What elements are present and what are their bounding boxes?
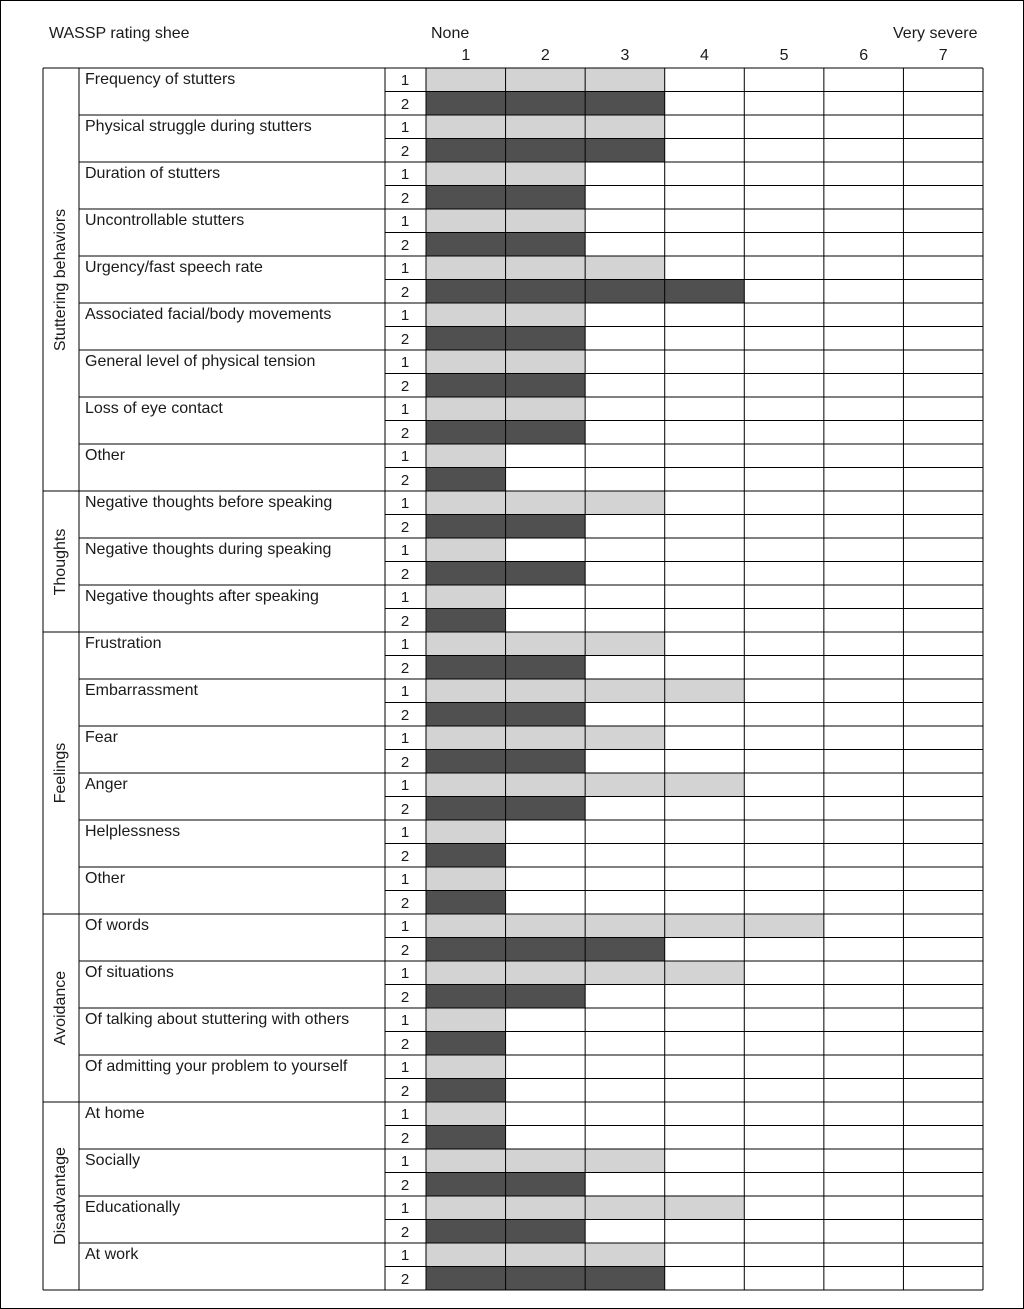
rating-bar-dark [426,844,506,868]
rating-bar-dark [506,797,586,821]
rating-bar-dark [426,1220,506,1244]
rating-bar-light [426,162,506,186]
rating-bar-light [426,350,506,374]
rating-bar-light [426,914,506,938]
rating-row-number: 1 [400,1012,410,1029]
rating-bar-dark [426,468,506,492]
item-label: Negative thoughts before speaking [85,494,333,511]
rating-bar-light [426,961,506,985]
rating-bar-dark [506,233,586,257]
rating-bar-light [426,491,506,515]
rating-row-number: 2 [400,1270,410,1288]
rating-bar-light [585,256,665,280]
rating-bar-light [506,256,586,280]
rating-bar-dark [426,515,506,539]
rating-row-number: 2 [400,1223,410,1241]
rating-bar-dark [506,1220,586,1244]
item-label: Urgency/fast speech rate [85,259,263,276]
rating-bar-light [426,209,506,233]
rating-row-number: 2 [400,1176,410,1194]
category-label: Feelings [52,742,69,804]
rating-bar-dark [506,985,586,1009]
rating-bar-dark [426,1126,506,1150]
rating-bar-dark [426,92,506,116]
item-label: Other [85,870,126,887]
item-label: Of words [85,917,150,934]
column-number: 3 [620,47,630,64]
item-label: Associated facial/body movements [85,306,332,323]
rating-row-number: 1 [400,119,410,136]
rating-row-number: 2 [400,189,410,207]
rating-row-number: 1 [400,1200,410,1217]
rating-bar-light [506,1149,586,1173]
rating-bar-light [665,1196,745,1220]
rating-bar-light [426,1055,506,1079]
item-label: Frustration [85,635,162,652]
item-label: At home [85,1105,145,1122]
rating-row-number: 1 [400,354,410,371]
column-number: 4 [700,47,709,64]
rating-bar-dark [665,280,745,304]
rating-bar-dark [506,421,586,445]
rating-bar-dark [585,92,665,116]
rating-row-number: 2 [400,1082,410,1100]
rating-bar-light [585,1149,665,1173]
item-label: Other [85,447,126,464]
rating-bar-dark [426,656,506,680]
rating-bar-dark [426,374,506,398]
rating-bar-dark [506,703,586,727]
rating-row-number: 2 [400,1129,410,1147]
rating-row-number: 2 [400,518,410,536]
item-label: Embarrassment [85,682,198,699]
rating-bar-dark [585,938,665,962]
item-label: Negative thoughts during speaking [85,541,332,558]
rating-grid [1,1,1024,1309]
rating-row-number: 2 [400,330,410,348]
rating-row-number: 1 [400,1153,410,1170]
rating-bar-light [506,914,586,938]
rating-row-number: 1 [400,260,410,277]
rating-row-number: 2 [400,471,410,489]
rating-bar-dark [506,750,586,774]
item-label: Educationally [85,1199,181,1216]
rating-row-number: 1 [400,636,410,653]
rating-bar-dark [585,1267,665,1291]
rating-row-number: 2 [400,236,410,254]
rating-row-number: 1 [400,965,410,982]
rating-bar-light [426,115,506,139]
rating-bar-dark [426,562,506,586]
item-label: Fear [85,729,118,746]
rating-bar-dark [426,327,506,351]
item-label: Of talking about stuttering with others [85,1011,350,1028]
rating-row-number: 1 [400,1106,410,1123]
rating-bar-dark [506,374,586,398]
rating-row-number: 1 [400,213,410,230]
rating-bar-light [585,1196,665,1220]
rating-row-number: 1 [400,495,410,512]
rating-bar-light [426,68,506,92]
rating-bar-dark [426,750,506,774]
rating-bar-dark [506,280,586,304]
rating-bar-light [426,632,506,656]
rating-row-number: 1 [400,401,410,418]
rating-bar-dark [426,421,506,445]
rating-bar-light [506,115,586,139]
category-label: Avoidance [52,970,69,1046]
sheet-title: WASSP rating shee [49,25,190,42]
rating-bar-light [506,632,586,656]
rating-row-number: 2 [400,800,410,818]
rating-row-number: 1 [400,871,410,888]
rating-bar-dark [506,92,586,116]
rating-bar-light [426,1008,506,1032]
item-label: Negative thoughts after speaking [85,588,319,605]
category-label: Disadvantage [52,1147,69,1245]
rating-row-number: 2 [400,565,410,583]
rating-bar-light [506,68,586,92]
rating-bar-dark [426,1032,506,1056]
rating-row-number: 2 [400,424,410,442]
rating-bar-light [506,961,586,985]
item-label: Socially [85,1152,141,1169]
item-label: General level of physical tension [85,353,316,370]
rating-row-number: 1 [400,307,410,324]
rating-bar-dark [506,327,586,351]
rating-bar-dark [426,1079,506,1103]
rating-bar-light [744,914,824,938]
rating-bar-light [426,256,506,280]
rating-row-number: 1 [400,448,410,465]
rating-row-number: 2 [400,659,410,677]
rating-bar-light [426,397,506,421]
column-number: 1 [461,47,471,64]
rating-bar-light [506,1243,586,1267]
rating-bar-light [665,773,745,797]
rating-bar-light [665,679,745,703]
item-label: Duration of stutters [85,165,221,182]
rating-row-number: 2 [400,894,410,912]
rating-bar-dark [506,562,586,586]
scale-high-label: Very severe [893,25,978,42]
rating-bar-light [506,350,586,374]
rating-bar-light [506,726,586,750]
rating-row-number: 2 [400,612,410,630]
rating-bar-light [426,1149,506,1173]
rating-bar-light [585,115,665,139]
rating-row-number: 2 [400,941,410,959]
rating-row-number: 2 [400,847,410,865]
rating-row-number: 2 [400,142,410,160]
rating-bar-light [506,679,586,703]
rating-bar-dark [426,703,506,727]
rating-bar-dark [426,797,506,821]
rating-bar-light [665,961,745,985]
rating-bar-light [426,538,506,562]
rating-bar-light [426,444,506,468]
item-label: At work [85,1246,139,1263]
rating-row-number: 1 [400,72,410,89]
rating-bar-dark [426,1173,506,1197]
item-label: Of admitting your problem to yourself [85,1058,348,1075]
rating-bar-dark [426,985,506,1009]
rating-bar-light [585,773,665,797]
rating-row-number: 2 [400,283,410,301]
rating-row-number: 2 [400,1035,410,1053]
column-number: 2 [540,47,550,64]
rating-bar-light [426,867,506,891]
rating-bar-dark [426,609,506,633]
rating-row-number: 2 [400,95,410,113]
rating-bar-light [585,726,665,750]
rating-bar-light [506,303,586,327]
rating-bar-light [585,491,665,515]
rating-row-number: 2 [400,753,410,771]
rating-bar-light [426,1196,506,1220]
rating-bar-light [585,632,665,656]
rating-bar-light [506,1196,586,1220]
item-label: Uncontrollable stutters [85,212,245,229]
rating-bar-light [426,1243,506,1267]
rating-bar-dark [426,186,506,210]
rating-bar-dark [426,233,506,257]
rating-bar-dark [426,280,506,304]
rating-bar-light [506,162,586,186]
column-number: 5 [779,47,789,64]
rating-row-number: 1 [400,777,410,794]
rating-bar-light [585,961,665,985]
rating-row-number: 1 [400,1247,410,1264]
rating-bar-light [426,773,506,797]
rating-bar-light [585,68,665,92]
rating-bar-light [426,726,506,750]
rating-bar-light [506,773,586,797]
column-number: 7 [938,47,948,64]
rating-bar-light [506,491,586,515]
rating-bar-dark [426,139,506,163]
rating-bar-dark [426,938,506,962]
rating-bar-dark [426,1267,506,1291]
category-label: Thoughts [52,528,69,595]
category-label: Stuttering behaviors [52,208,69,351]
rating-row-number: 1 [400,683,410,700]
rating-bar-light [506,397,586,421]
rating-bar-dark [585,280,665,304]
item-label: Anger [85,776,128,793]
column-number: 6 [859,47,869,64]
rating-row-number: 2 [400,706,410,724]
rating-bar-light [585,914,665,938]
rating-bar-dark [506,139,586,163]
rating-row-number: 1 [400,918,410,935]
rating-bar-dark [426,891,506,915]
rating-bar-light [585,1243,665,1267]
rating-bar-dark [506,515,586,539]
rating-row-number: 1 [400,542,410,559]
rating-row-number: 1 [400,824,410,841]
rating-bar-light [665,914,745,938]
rating-row-number: 1 [400,589,410,606]
rating-bar-dark [506,186,586,210]
rating-bar-light [426,1102,506,1126]
item-label: Frequency of stutters [85,71,236,88]
rating-bar-light [426,820,506,844]
rating-row-number: 1 [400,730,410,747]
item-label: Of situations [85,964,174,981]
rating-bar-dark [506,938,586,962]
item-label: Helplessness [85,823,181,840]
item-label: Loss of eye contact [85,400,223,417]
rating-row-number: 1 [400,166,410,183]
rating-bar-light [506,209,586,233]
rating-row-number: 1 [400,1059,410,1076]
rating-bar-dark [506,1267,586,1291]
scale-low-label: None [431,25,470,42]
rating-bar-dark [506,1173,586,1197]
item-label: Physical struggle during stutters [85,118,312,135]
rating-row-number: 2 [400,988,410,1006]
rating-bar-light [426,585,506,609]
rating-bar-dark [506,656,586,680]
rating-bar-light [585,679,665,703]
rating-row-number: 2 [400,377,410,395]
rating-bar-light [426,303,506,327]
rating-bar-dark [585,139,665,163]
rating-bar-light [426,679,506,703]
